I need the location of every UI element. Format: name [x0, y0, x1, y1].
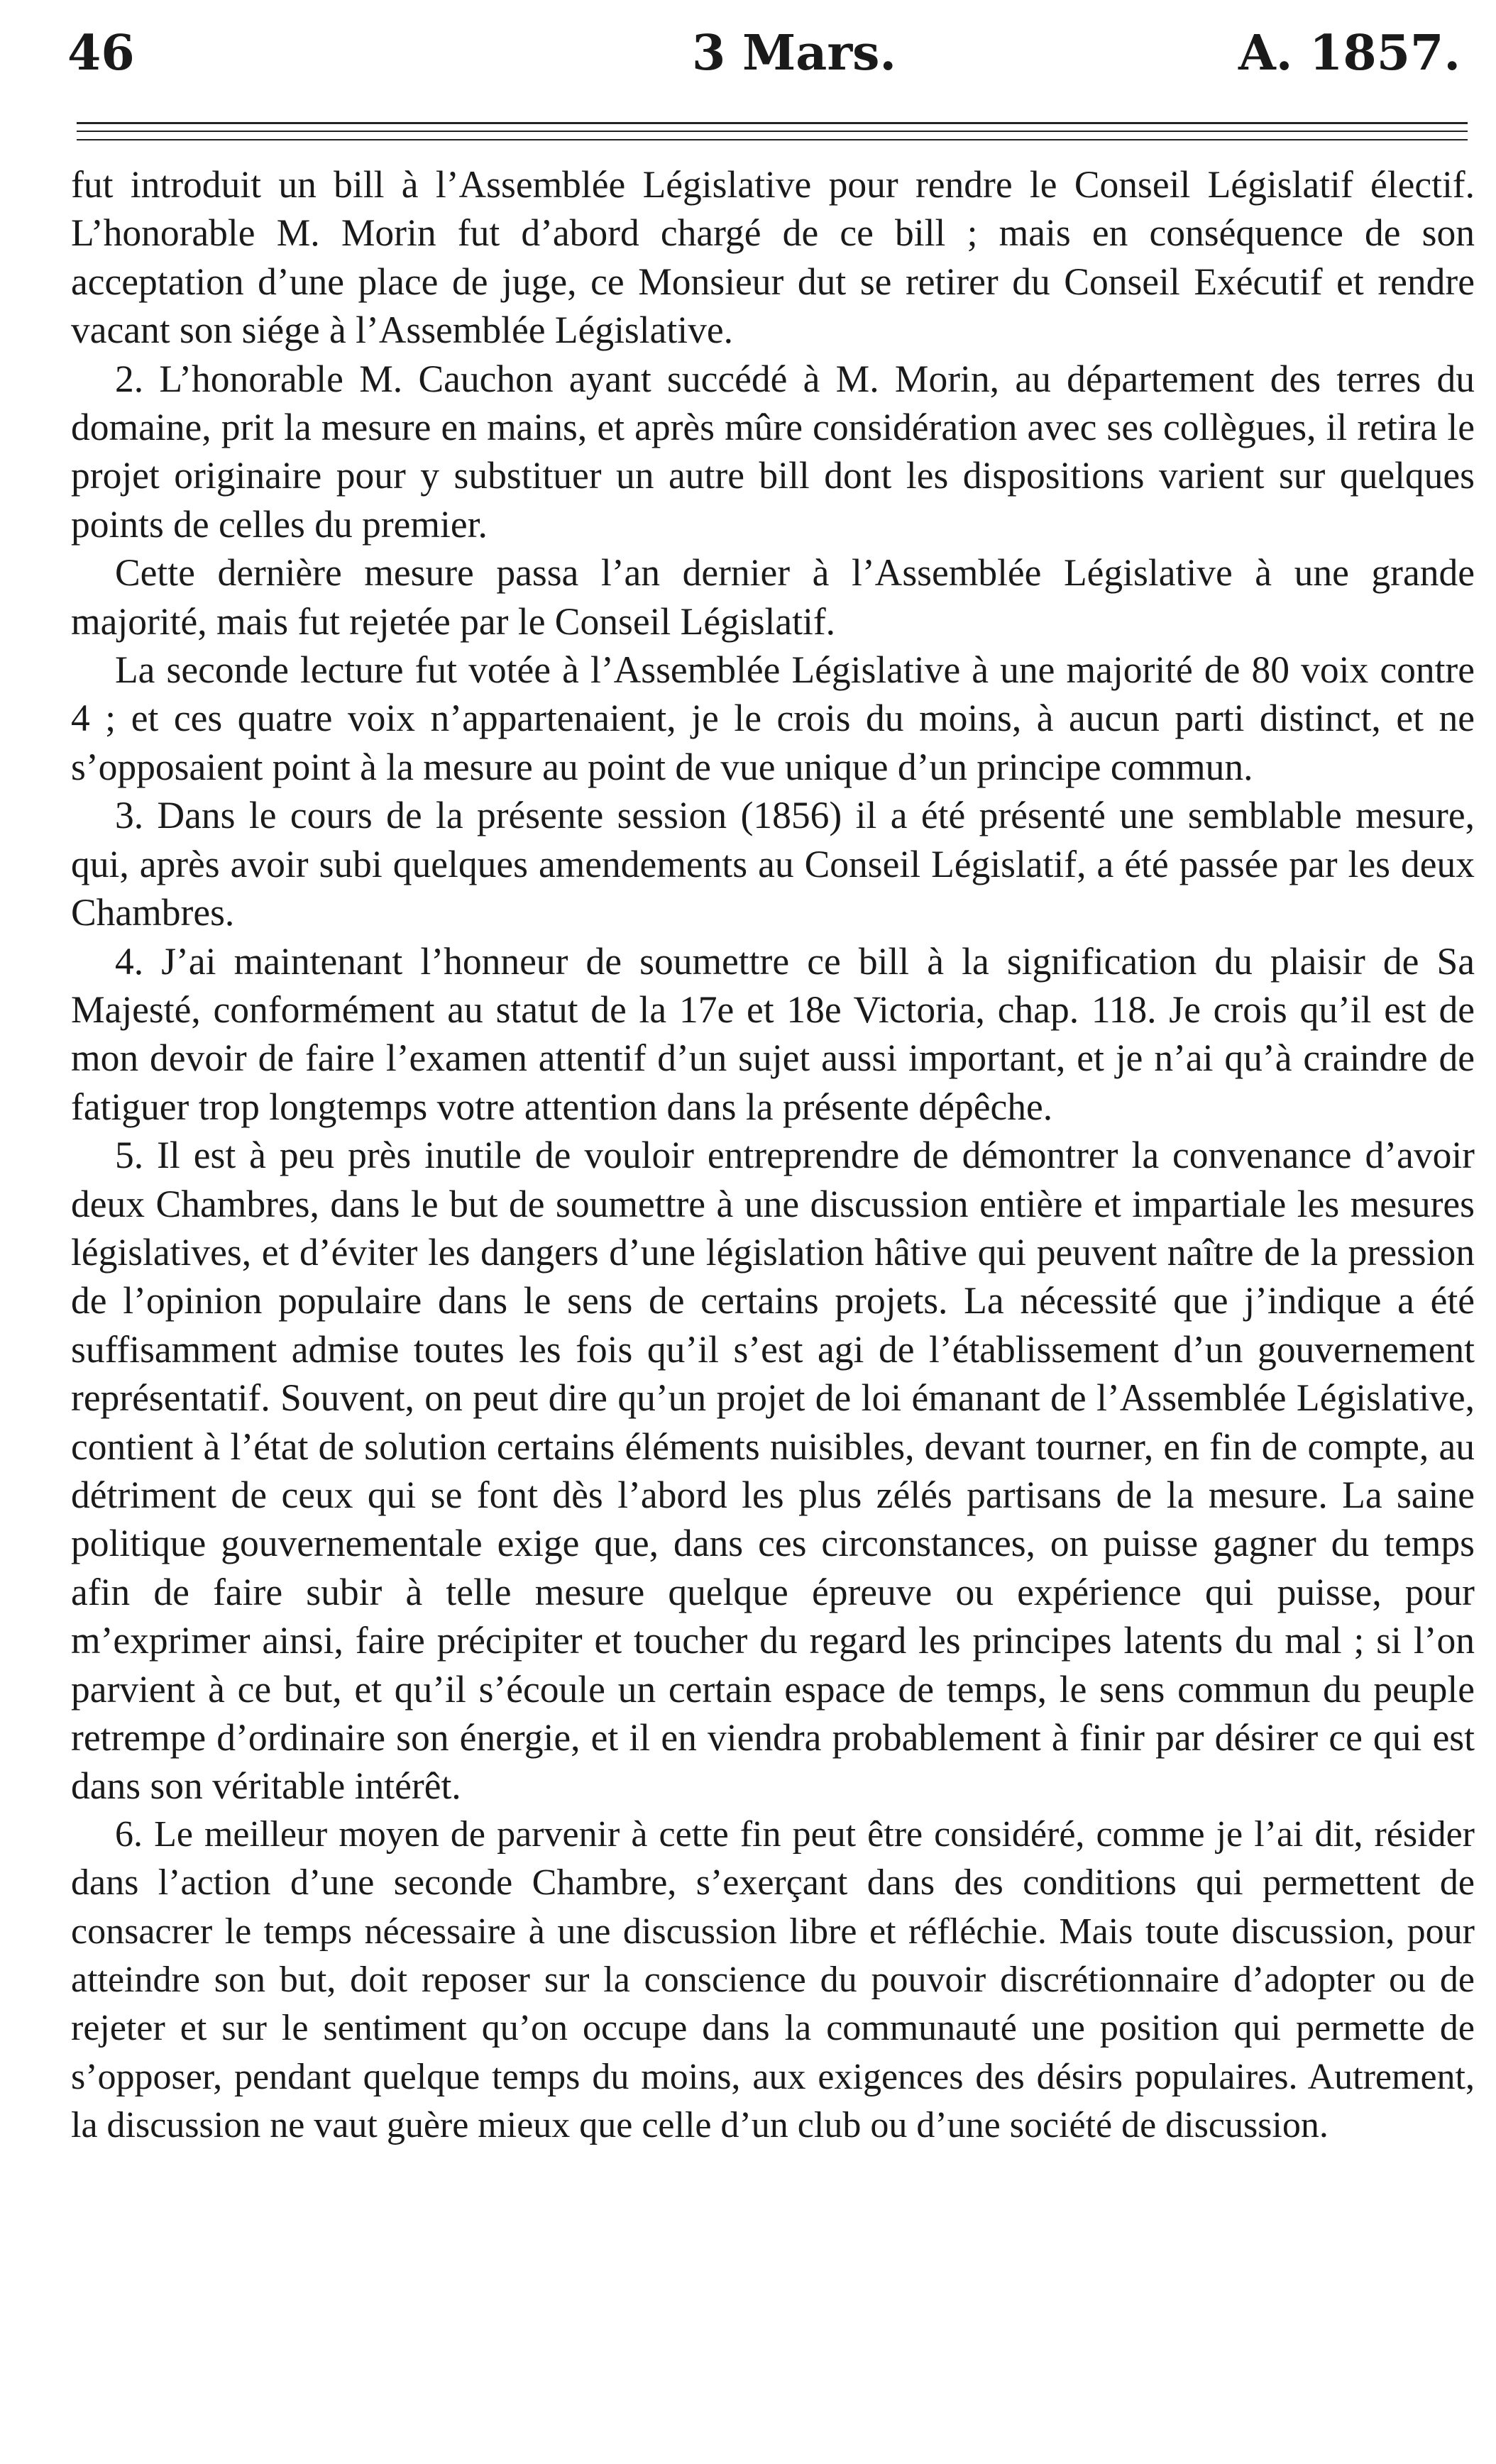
paragraph-5: 5. Il est à peu près inutile de vouloir entreprendre de démontrer la convenance d’avoir deux Chambres, dans le but de soumettre à une discussion entière et impartiale les mesures législatives, et d’éviter les dangers d’une législation hâtive qui peuvent naître de la pression de l’opinion populaire dans le sens de certains projets. La nécessité que j’indique a été suffisamment admise toutes les fois qu’il s’est agi de l’établissement d’un gouvernement représentatif. Souvent, on peut dire qu’un projet de loi émanant de l’Assemblée Législative, contient à l’état de solution certains éléments nuisibles, devant tourner, en fin de compte, au détriment de ceux qui se font dès l’abord les plus zélés partisans de la mesure. La saine politique gouvernementale exige que, dans ces circonstances, on puisse gagner du temps afin de faire subir à telle mesure quelque épreuve ou expérience qui puisse, pour m’exprimer ainsi, faire précipiter et toucher du regard les principes latents du mal ; si l’on parvient à ce but, et qu’il s’écoule un certain espace de temps, le sens commun du peuple retrempe d’ordinaire son énergie, et il en viendra probablement à finir par désirer ce qui est dans son véritable intérêt. — [71, 1134, 1475, 1808]
header-date: 3 Mars. — [692, 25, 897, 82]
paragraph-3: 3. Dans le cours de la présente session (1856) il a été présenté une semblable mesure, qui, après avoir subi quelques amendements au Conseil Législatif, a été passée par les deux Chambres. — [71, 794, 1475, 934]
paragraph-vote-last-year: Cette dernière mesure passa l’an dernier à l’Assemblée Législative à une grande majorité, mais fut rejetée par le Conseil Législatif. — [71, 551, 1475, 643]
paragraph-continuation: fut introduit un bill à l’Assemblée Législative pour rendre le Conseil Législatif électif. L’honorable M. Morin fut d’abord chargé de ce bill ; mais en conséquence de son acceptation d’une place de juge, ce Monsieur dut se retirer du Conseil Exécutif et rendre vacant son siége à l’Assemblée Législative. — [71, 163, 1475, 352]
header-year: A. 1857. — [1238, 25, 1461, 82]
paragraph-6: 6. Le meilleur moyen de parvenir à cette fin peut être considéré, comme je l’ai dit, résider dans l’action d’une seconde Chambre, s’exerçant dans des conditions qui permettent de consacrer le temps nécessaire à une discussion libre et réfléchie. Mais toute discussion, pour atteindre son but, doit reposer sur la conscience du pouvoir discrétionnaire d’adopter ou de rejeter et sur le sentiment qu’on occupe dans la communauté une position qui permette de s’opposer, pendant quelque temps du moins, aux exigences des désirs populaires. Autrement, la discussion ne vaut guère mieux que celle d’un club ou d’une société de discussion. — [71, 1813, 1475, 2146]
body-text — [71, 160, 1475, 2150]
header-rule-bottom — [77, 139, 1468, 140]
page-header — [67, 21, 1461, 85]
header-rule-thick — [77, 122, 1468, 124]
paragraph-second-reading: La seconde lecture fut votée à l’Assemblée Législative à une majorité de 80 voix contre 4 ; et ces quatre voix n’appartenaient, je le crois du moins, à aucun parti distinct, et ne s’opposaient point à la mesure au point de vue unique d’un principe commun. — [71, 648, 1475, 788]
header-rule-middle — [77, 131, 1468, 132]
paragraph-2: 2. L’honorable M. Cauchon ayant succédé à M. Morin, au département des terres du domaine, prit la mesure en mains, et après mûre considération avec ses collègues, il retira le projet originaire pour y substituer un autre bill dont les dispositions varient sur quelques points de celles du premier. — [71, 357, 1475, 546]
paragraph-4: 4. J’ai maintenant l’honneur de soumettre ce bill à la signification du plaisir de Sa Majesté, conformément au statut de la 17e et 18e Victoria, chap. 118. Je crois qu’il est de mon devoir de faire l’examen attentif d’un sujet aussi important, et je n’ai qu’à craindre de fatiguer trop longtemps votre attention dans la présente dépêche. — [71, 939, 1475, 1128]
page-number: 46 — [67, 25, 135, 82]
